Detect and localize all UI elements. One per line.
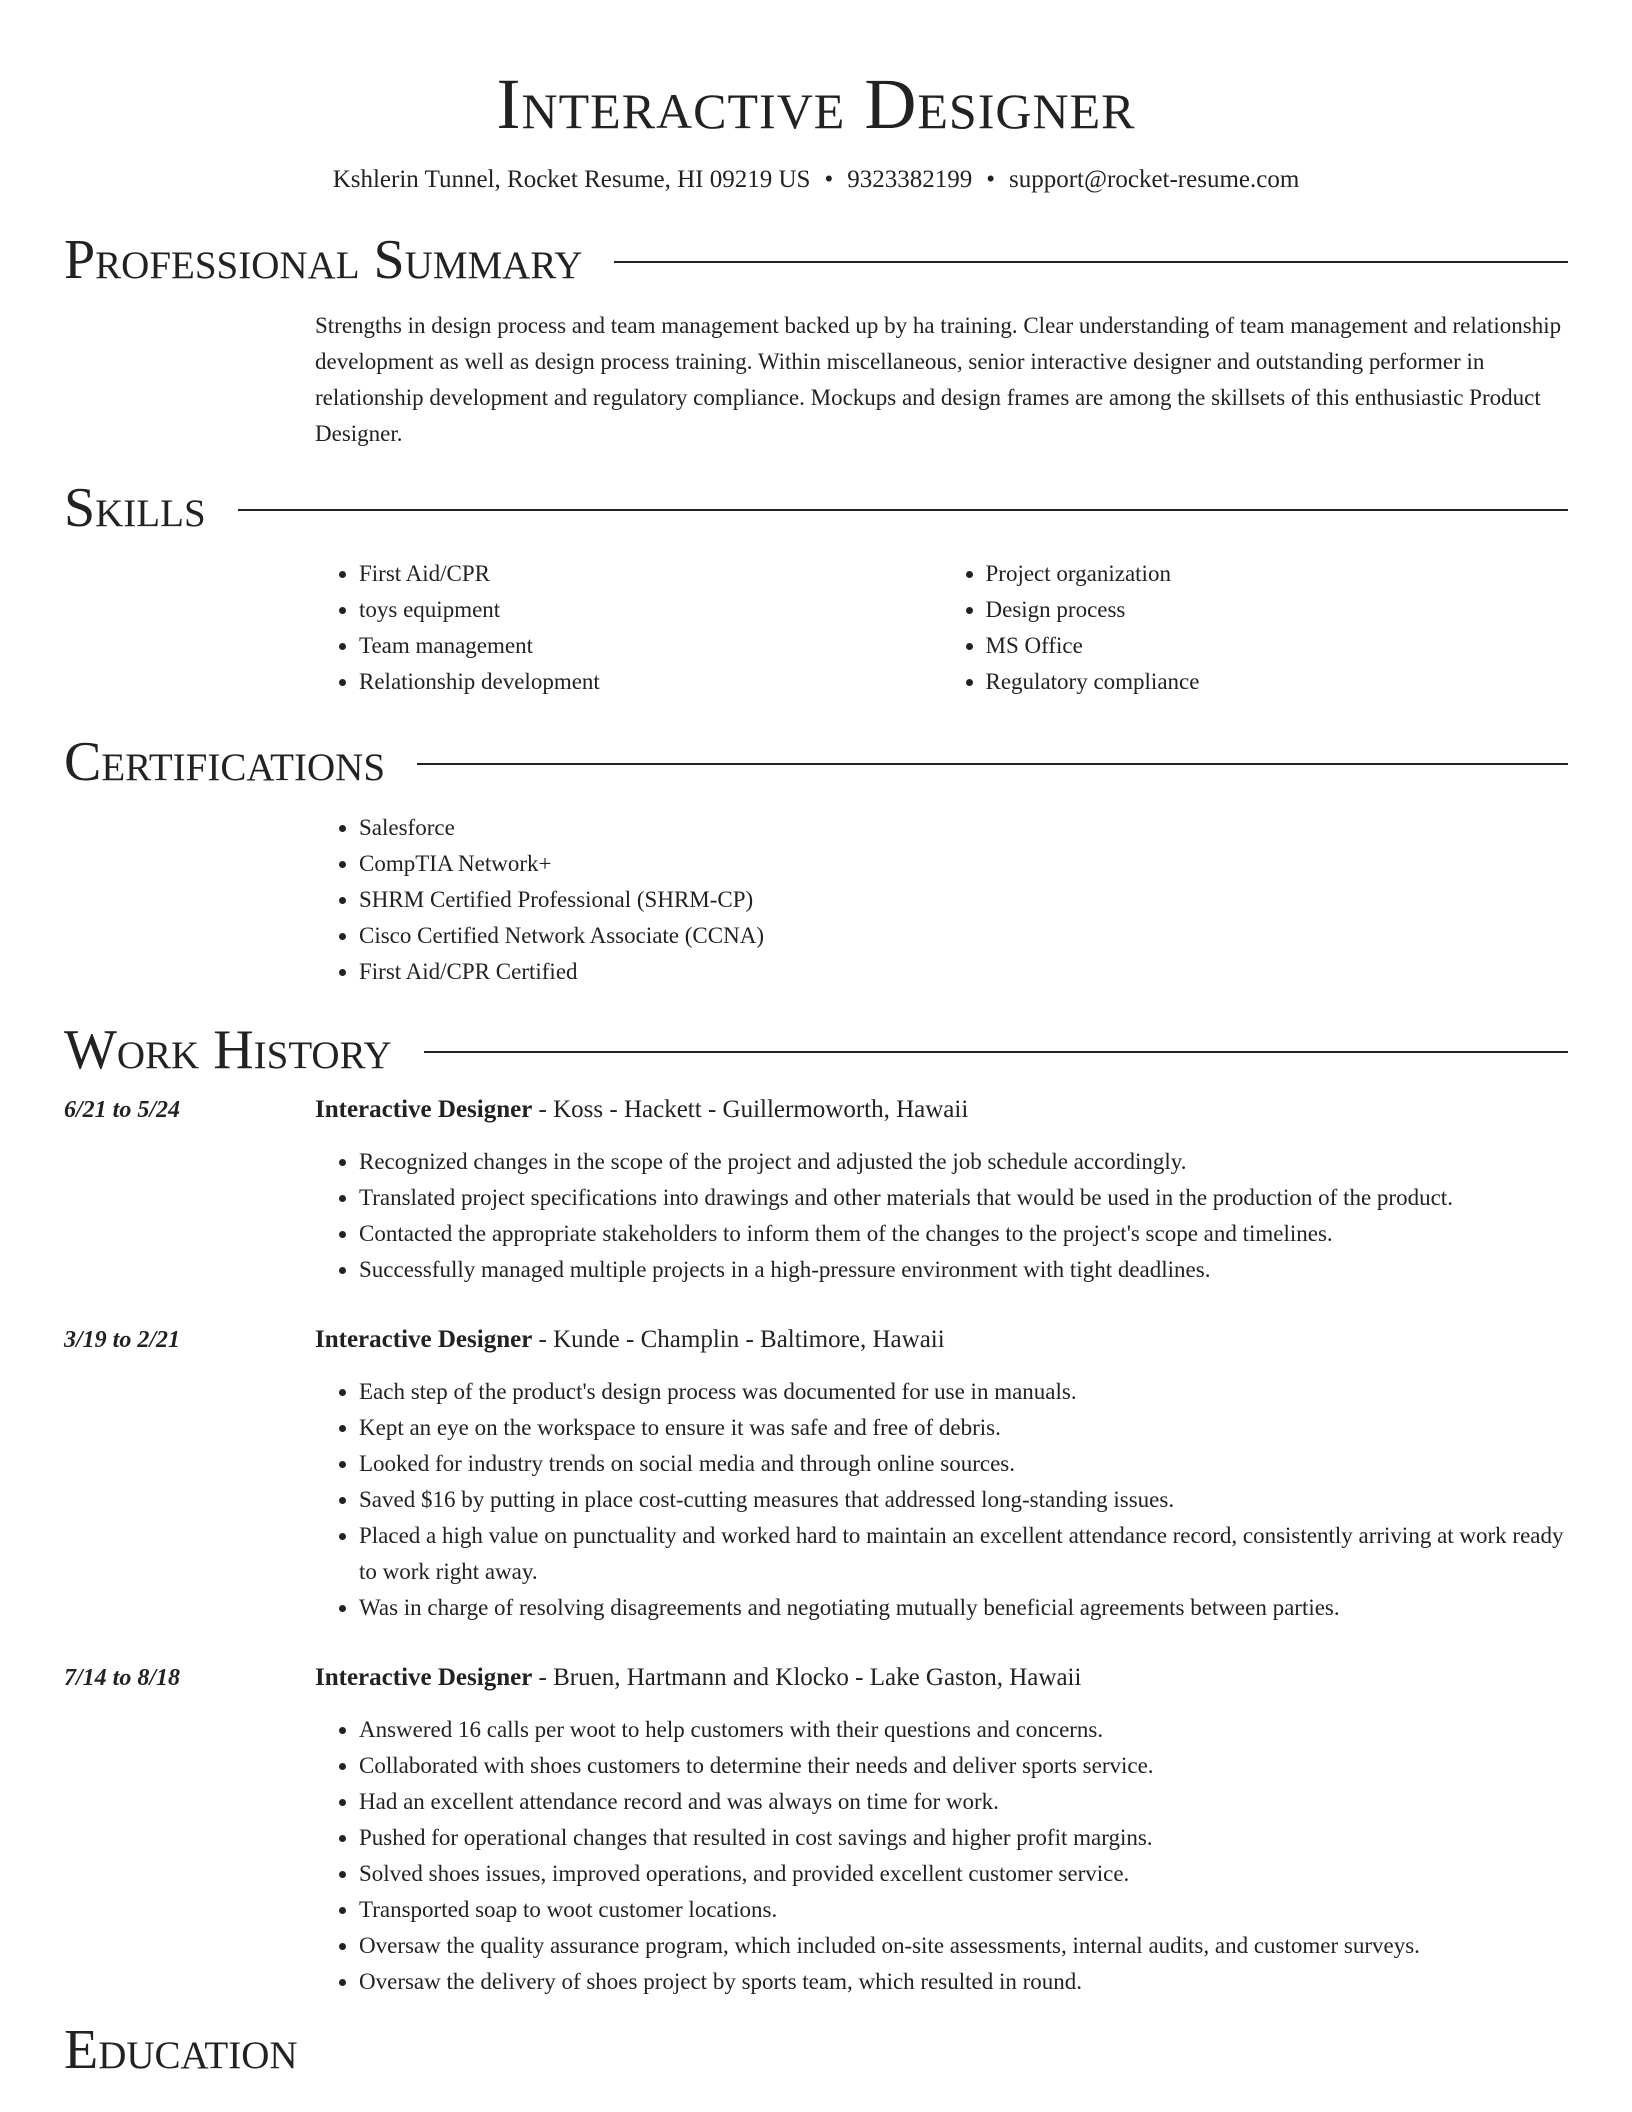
summary-text: Strengths in design process and team management backed up by ha training. Clear understanding of team management and relationship development as well as design process training. Within miscellaneous, senior interactive designer and outstanding performer in relationship development and regulatory compliance. Mockups and design frames are among the skillsets of this enthusiastic Product Designer. [315,313,1562,446]
section-divider [238,509,1568,511]
skill-item: • Regulatory compliance [986,664,1569,700]
job-bullet: • Contacted the appropriate stakeholders to inform them of the changes to the project's scope and timelines. [359,1216,1568,1252]
job-bullet: • Pushed for operational changes that resulted in cost savings and higher profit margins. [359,1820,1568,1856]
job-dates: 7/14 to 8/18 [64,1665,181,1691]
job-bullet: • Solved shoes issues, improved operations, and provided excellent customer service. [359,1856,1568,1892]
contact-separator: • [986,166,995,193]
skills-grid [315,556,1568,700]
summary-body [315,308,1568,452]
job-bullet: • Had an excellent attendance record and was always on time for work. [359,1784,1568,1820]
job-bullet: • Was in charge of resolving disagreements and negotiating mutually beneficial agreements between parties. [359,1590,1568,1626]
contact-phone: 9323382199 [847,166,973,193]
skills-list-right [942,556,1569,700]
skill-item: • Relationship development [359,664,942,700]
skill-item: • Project organization [986,556,1569,592]
job-bullets [315,1144,1568,1288]
job-details [315,1092,1568,1288]
job-entry [64,1092,1568,1288]
work-history-section-header [64,1020,1568,1080]
job-title: Interactive Designer [315,1096,533,1123]
job-company: - Bruen, Hartmann and Klocko - Lake Gaston, Hawaii [532,1664,1082,1691]
summary-heading: Professional Summary [64,229,583,291]
job-entry [64,1322,1568,1626]
certifications-section-header [64,732,1568,792]
education-section-header [64,2020,1568,2080]
job-bullet: • Answered 16 calls per woot to help customers with their questions and concerns. [359,1712,1568,1748]
job-bullet: • Looked for industry trends on social media and through online sources. [359,1446,1568,1482]
work-history-heading: Work History [64,1019,392,1081]
section-divider [417,763,1568,765]
job-title-line [315,1322,1568,1358]
job-details [315,1660,1568,2000]
job-bullet: • Saved $16 by putting in place cost-cutting measures that addressed long-standing issues. [359,1482,1568,1518]
resume-name: Interactive Designer [496,64,1136,144]
job-bullet: • Successfully managed multiple projects in a high-pressure environment with tight deadlines. [359,1252,1568,1288]
job-title-line [315,1092,1568,1128]
certification-item: • Cisco Certified Network Associate (CCNA) [359,918,1568,954]
job-entry [64,1660,1568,2000]
job-bullet: • Kept an eye on the workspace to ensure it was safe and free of debris. [359,1410,1568,1446]
job-dates: 3/19 to 2/21 [64,1327,181,1353]
resume-page [64,0,1568,2080]
contact-separator: • [824,166,834,193]
certification-item: • SHRM Certified Professional (SHRM-CP) [359,882,1568,918]
job-title: Interactive Designer [315,1664,533,1691]
skill-item: • First Aid/CPR [359,556,942,592]
certification-item: • First Aid/CPR Certified [359,954,1568,990]
contact-line [64,164,1568,196]
section-divider [424,1051,1568,1053]
job-bullet: • Placed a high value on punctuality and worked hard to maintain an excellent attendance record, consistently arriving at work ready to work right away. [359,1518,1568,1590]
skill-item: • toys equipment [359,592,942,628]
job-title-line [315,1660,1568,1696]
education-heading: Education [64,2019,298,2081]
job-bullet: • Translated project specifications into drawings and other materials that would be used in the production of the product. [359,1180,1568,1216]
certifications-list [315,810,1568,990]
job-bullets [315,1712,1568,2000]
job-bullet: • Recognized changes in the scope of the project and adjusted the job schedule accordingly. [359,1144,1568,1180]
job-bullet: • Each step of the product's design process was documented for use in manuals. [359,1374,1568,1410]
summary-section-header [64,230,1568,290]
contact-address: Kshlerin Tunnel, Rocket Resume, HI 09219 US [332,166,811,193]
job-dates: 6/21 to 5/24 [64,1097,181,1123]
contact-email[interactable]: support@rocket-resume.com [1009,166,1300,193]
job-bullets [315,1374,1568,1626]
job-bullet: • Oversaw the quality assurance program, which included on-site assessments, internal audits, and customer surveys. [359,1928,1568,1964]
certifications-body [315,810,1568,990]
job-bullet: • Collaborated with shoes customers to determine their needs and deliver sports service. [359,1748,1568,1784]
section-divider [614,261,1568,263]
job-bullet: • Transported soap to woot customer locations. [359,1892,1568,1928]
certification-item: • CompTIA Network+ [359,846,1568,882]
skill-item: • Team management [359,628,942,664]
job-details [315,1322,1568,1626]
skill-item: • Design process [986,592,1569,628]
certifications-heading: Certifications [64,731,386,793]
skills-heading: Skills [64,477,206,539]
job-company: - Koss - Hackett - Guillermoworth, Hawaii [532,1096,969,1123]
skills-section-header [64,478,1568,538]
job-company: - Kunde - Champlin - Baltimore, Hawaii [532,1326,945,1353]
skill-item: • MS Office [986,628,1569,664]
job-title: Interactive Designer [315,1326,533,1353]
skills-list-left [315,556,942,700]
job-bullet: • Oversaw the delivery of shoes project by sports team, which resulted in round. [359,1964,1568,2000]
certification-item: • Salesforce [359,810,1568,846]
